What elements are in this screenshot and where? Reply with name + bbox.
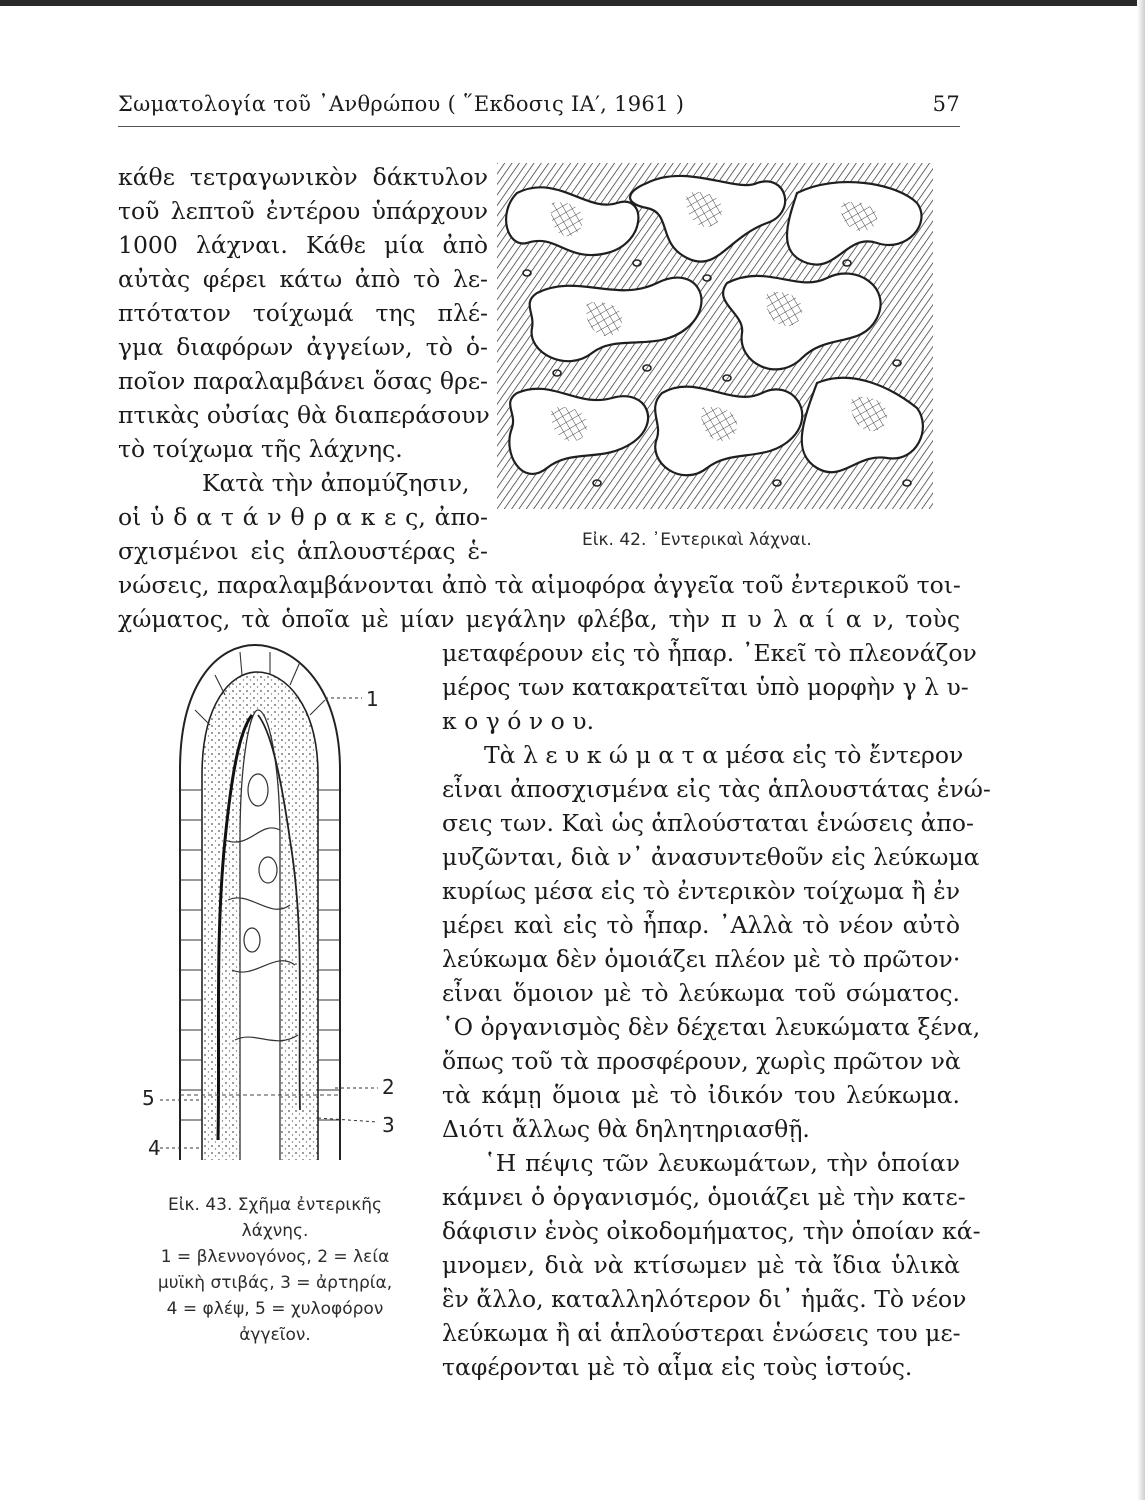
label-2: 2 xyxy=(382,1075,395,1099)
figure-43-caption-line: 1 = βλεννογόνος, 2 = λεία xyxy=(160,1247,390,1267)
label-4: 4 xyxy=(148,1136,161,1160)
text-line: μυζῶνται, διὰ ν᾿ ἀνασυντεθοῦν εἰς λεύκωμα xyxy=(442,843,980,871)
figure-43-caption xyxy=(130,1192,420,1348)
figure-42-caption: Εἰκ. 42. ᾿Εντερικαὶ λάχναι. xyxy=(582,530,812,550)
text-line: αὐτὰς φέρει κάτω ἀπὸ τὸ λε- xyxy=(118,265,488,293)
figure-43-caption-title: Εἰκ. 43. Σχῆμα ἐντερικῆς xyxy=(168,1195,382,1215)
text-line: χώματος, τὰ ὁποῖα μὲ μίαν μεγάλην φλέβα, τὴν π υ λ α ί α ν, τοὺς xyxy=(118,605,960,633)
text-line: μεταφέρουν εἰς τὸ ἧπαρ. ᾿Εκεῖ τὸ πλεονάζον xyxy=(442,639,977,667)
text-line: τὰ κάμῃ ὅμοια μὲ τὸ ἰδικόν του λεύκωμα. xyxy=(442,1081,960,1109)
text-line: μέρος των κατακρατεῖται ὑπὸ μορφὴν γ λ υ- xyxy=(442,673,969,701)
full-width-text xyxy=(118,568,960,636)
figure-42-intestinal-villi xyxy=(497,163,933,509)
text-line: λεύκωμα δὲν ὁμοιάζει πλέον μὲ τὸ πρῶτον· xyxy=(442,945,961,973)
text-line: ῾Ο ὀργανισμὸς δὲν δέχεται λευκώματα ξένα, xyxy=(442,1013,981,1041)
text-line: γμα διαφόρων ἀγγείων, τὸ ὁ- xyxy=(118,333,488,361)
figure-43-caption-line: 4 = φλέψ, 5 = χυλοφόρον xyxy=(166,1299,384,1319)
text-line: πτικὰς οὐσίας θὰ διαπεράσουν xyxy=(118,401,490,429)
text-line: τὸ τοίχωμα τῆς λάχνης. xyxy=(118,435,403,463)
text-line: ταφέρονται μὲ τὸ αἷμα εἰς τοὺς ἱστούς. xyxy=(442,1353,913,1381)
running-header xyxy=(118,92,960,126)
text-line: ποῖον παραλαμβάνει ὅσας θρε- xyxy=(118,367,488,395)
text-line: Τὰ λ ε υ κ ώ μ α τ α μέσα εἰς τὸ ἔντερον xyxy=(484,741,964,769)
text-line: σεις των. Καὶ ὡς ἁπλούσταται ἑνώσεις ἀπο- xyxy=(442,809,974,837)
text-line: ῾Η πέψις τῶν λευκωμάτων, τὴν ὁποίαν xyxy=(484,1149,960,1177)
text-line: κάμνει ὁ ὀργανισμός, ὁμοιάζει μὲ τὴν κατε- xyxy=(442,1183,966,1211)
figure-43-villus-diagram xyxy=(140,640,410,1170)
text-line: κυρίως μέσα εἰς τὸ ἐντερικὸν τοίχωμα ἢ ἐν xyxy=(442,877,960,905)
page-number: 57 xyxy=(932,92,960,116)
label-5: 5 xyxy=(142,1086,155,1110)
left-column-text xyxy=(118,160,488,568)
label-1: 1 xyxy=(366,687,379,711)
text-line: Διότι ἄλλως θὰ δηλητηριασθῇ. xyxy=(442,1115,810,1143)
running-title: Σωματολογία τοῦ ᾿Ανθρώπου ( ῞Εκδοσις ΙΑ′, 1961 ) xyxy=(118,92,685,116)
text-line: ὅπως τοῦ τὰ προσφέρουν, χωρὶς πρῶτον νὰ xyxy=(442,1047,961,1075)
text-line: τοῦ λεπτοῦ ἐντέρου ὑπάρχουν xyxy=(118,197,488,225)
text-line: σχισμένοι εἰς ἁπλουστέρας ἑ- xyxy=(118,537,488,565)
figure-43-caption-line: μυϊκὴ στιβάς, 3 = ἀρτηρία, xyxy=(157,1273,393,1293)
text-line: λεύκωμα ἢ αἱ ἁπλούστεραι ἑνώσεις του με- xyxy=(442,1319,961,1347)
text-line: 1000 λάχναι. Κάθε μία ἀπὸ xyxy=(118,231,488,259)
figure-43-caption-line: ἀγγεῖον. xyxy=(239,1325,311,1345)
text-line: εἶναι ἀποσχισμένα εἰς τὰς ἁπλουστάτας ἑνώ- xyxy=(442,775,991,803)
label-3: 3 xyxy=(382,1113,395,1137)
text-line: μέρει καὶ εἰς τὸ ἧπαρ. ᾿Αλλὰ τὸ νέον αὐτὸ xyxy=(442,911,960,939)
text-line: νώσεις, παραλαμβάνονται ἀπὸ τὰ αἱμοφόρα ἀγγεῖα τοῦ ἐντερικοῦ τοι- xyxy=(118,571,961,599)
text-line: κ ο γ ό ν ο υ. xyxy=(442,707,595,735)
header-rule xyxy=(118,126,960,127)
text-line: δάφισιν ἑνὸς οἰκοδομήματος, τὴν ὁποίαν κά- xyxy=(442,1217,981,1245)
page-top-edge xyxy=(0,0,1145,6)
figure-43-caption-line: λάχνης. xyxy=(241,1221,309,1241)
text-line: Κατὰ τὴν ἀπομύζησιν, xyxy=(202,469,470,497)
text-line: εἶναι ὅμοιον μὲ τὸ λεύκωμα τοῦ σώματος. xyxy=(442,979,960,1007)
text-line: οἱ ὑ δ α τ ά ν θ ρ α κ ε ς, ἀπο- xyxy=(118,503,488,531)
text-line: κάθε τετραγωνικὸν δάκτυλον xyxy=(118,163,488,191)
page-right-edge xyxy=(1137,0,1145,1500)
text-line: πτότατον τοίχωμά της πλέ- xyxy=(118,299,488,327)
text-line: ἓν ἄλλο, καταλληλότερον δι᾿ ἡμᾶς. Τὸ νέον xyxy=(442,1285,967,1313)
text-line: μνομεν, διὰ νὰ κτίσωμεν μὲ τὰ ἴδια ὑλικὰ xyxy=(442,1251,960,1279)
right-column-text xyxy=(442,636,991,1384)
